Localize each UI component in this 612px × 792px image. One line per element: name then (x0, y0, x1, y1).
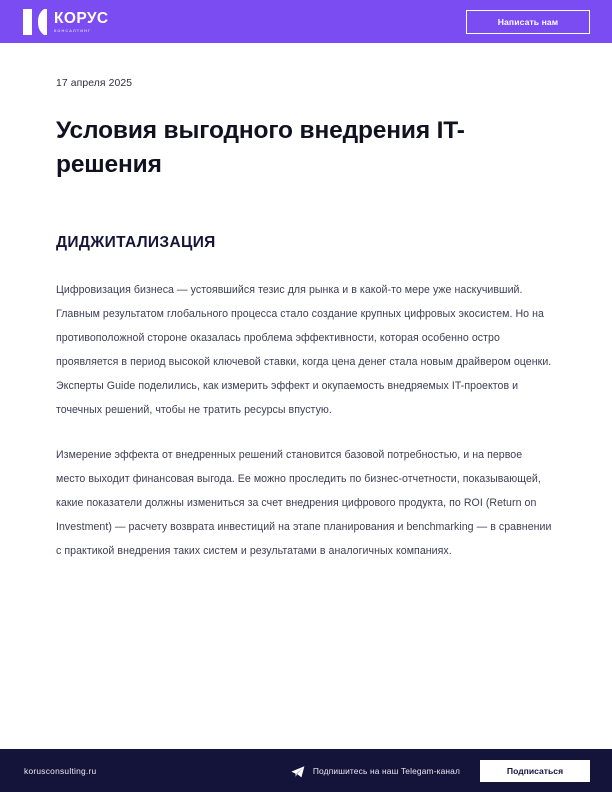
korus-logo-mark-icon (23, 9, 47, 35)
brand-wordmark (54, 11, 109, 33)
telegram-paper-plane-icon (291, 765, 305, 777)
brand-logo[interactable] (23, 9, 109, 35)
site-header (0, 0, 612, 43)
publication-date: 17 апреля 2025 (56, 78, 133, 89)
footer-telegram-cta[interactable] (291, 765, 460, 777)
footer-cta-text: Подпишитесь на наш Telegam-канал (312, 765, 460, 776)
body-paragraph: Цифровизация бизнеса — устоявшийся тезис для рынка и в какой-то мере уже наскучивший. Главным результатом глобального процесса стало создание крупных цифровых экосистем. Но на противоположной стороне оказалась проблема эффективности, которая особенно остро проявляется в период высокой ключевой ставки, когда цена денег стала новым драйвером оценки. Эксперты Guide поделились, как измерить эффект и окупаемость внедряемых IT-проектов и точечных решений, чтобы не тратить ресурсы впустую. (56, 283, 552, 416)
body-paragraph: Измерение эффекта от внедренных решений становится базовой потребностью, и на первое место выходит финансовая выгода. Ее можно проследить по бизнес-отчетности, показывающей, какие показатели должны измениться за счет внедрения цифрового продукта, по ROI (Return on Investment) — расчету возврата инвестиций на этапе планирования и benchmarking — в сравнении с практикой внедрения таких систем и результатами в аналогичных компаниях. (56, 448, 552, 558)
article-content (0, 43, 612, 563)
contact-us-button[interactable]: Написать нам (466, 10, 590, 34)
footer-website-link[interactable]: korusconsulting.ru (24, 765, 97, 776)
brand-subtitle: КОНСАЛТИНГ (54, 27, 92, 33)
subscribe-button[interactable]: Подписаться (480, 760, 590, 782)
site-footer (0, 749, 612, 792)
section-heading: ДИДЖИТАЛИЗАЦИЯ (56, 233, 216, 251)
brand-name: КОРУС (54, 9, 109, 27)
page-title: Условия выгодного внедрения IT-решения (56, 117, 465, 178)
